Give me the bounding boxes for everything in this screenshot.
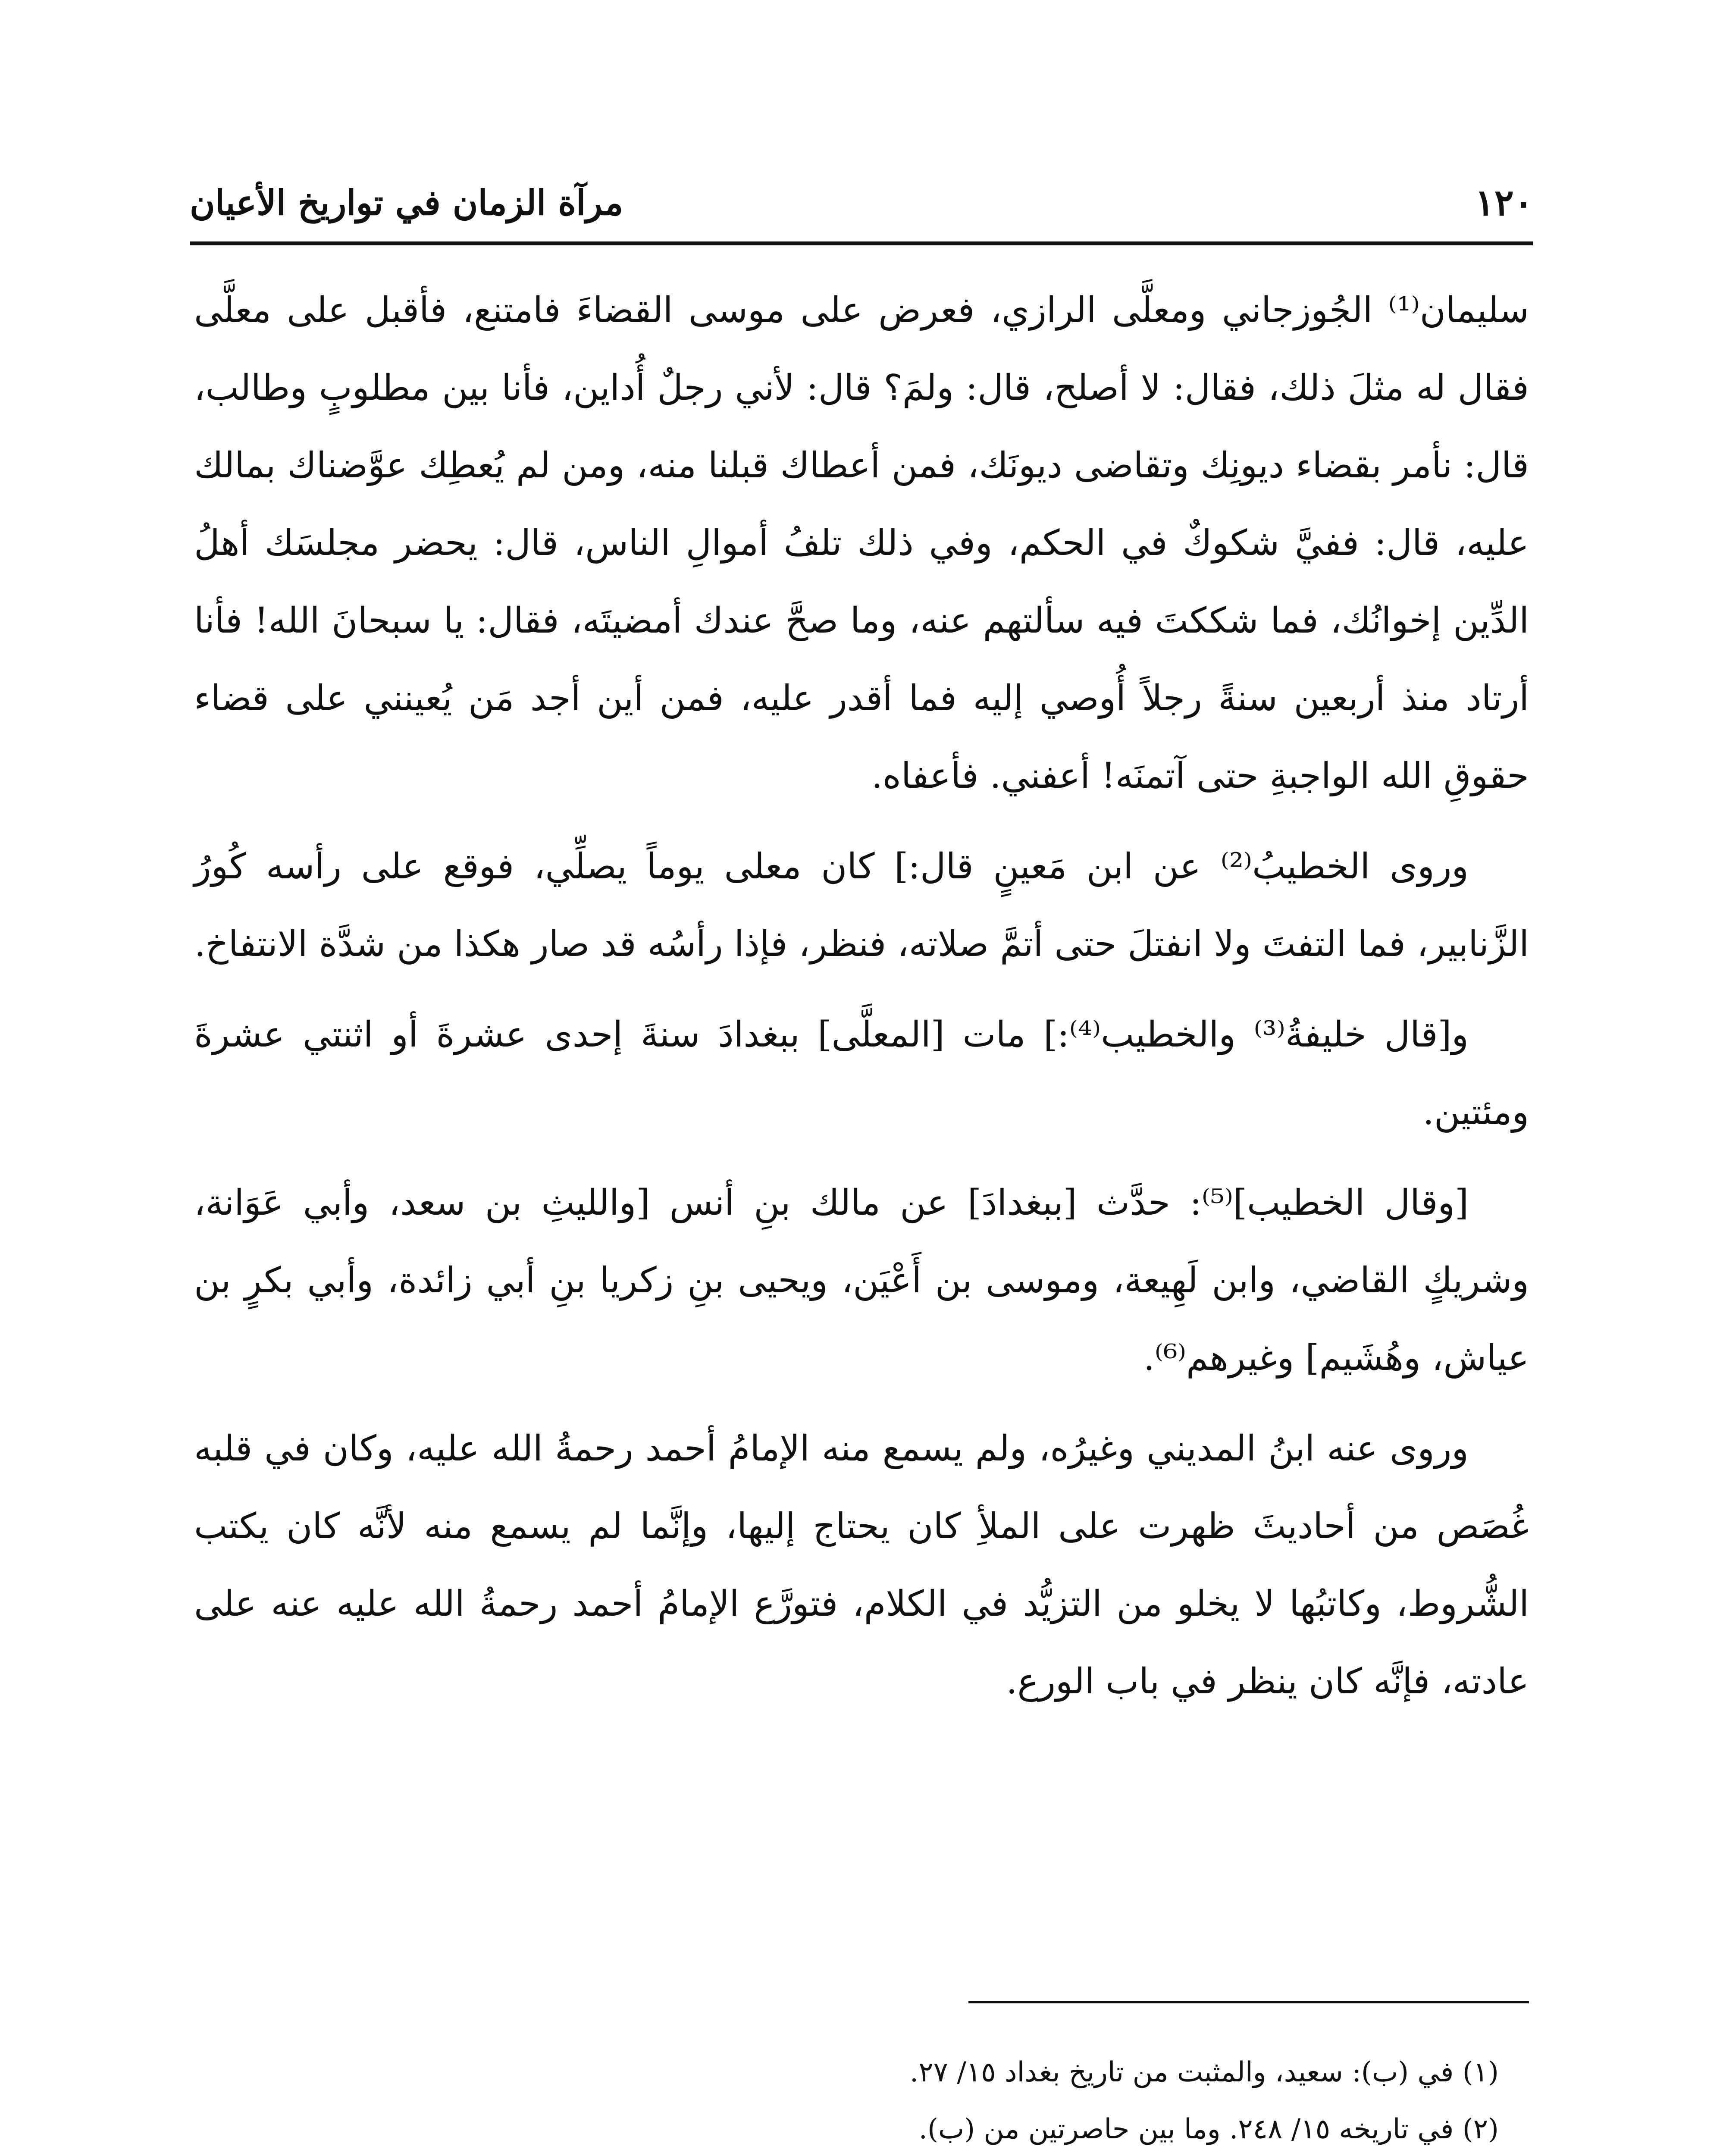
book-title: مرآة الزمان في تواريخ الأعيان <box>190 182 623 223</box>
page-number: ١٢٠ <box>1475 181 1533 224</box>
paragraph: سليمان⁽¹⁾ الجُوزجاني ومعلَّى الرازي، فعرض على موسى القضاءَ فامتنع، فأقبل على معلَّى فقال له مثلَ ذلك، فقال: لا أصلح، قال: ولمَ؟ قال: لأني رجلٌ أُداين، فأنا بين مطلوبٍ وطالب، قال: نأمر بقضاء ديونِك وتقاضى ديونَك، فمن أعطاك قبلنا منه، ومن لم يُعطِك عوَّضناك بمالك عليه، قال: ففيَّ شكوكٌ في الحكم، وفي ذلك تلفُ أموالِ الناس، قال: يحضر مجلسَك أهلُ الدِّين إخوانُك، فما شككتَ فيه سألتهم عنه، وما صحَّ عندك أمضيتَه، فقال: يا سبحانَ الله! فأنا أرتاد منذ أربعين سنةً رجلاً أُوصي إليه فما أقدر عليه، فمن أين أجد مَن يُعينني على قضاء حقوقِ الله الواجبةِ حتى آتمنَه! أعفني. فأعفاه. <box>194 290 1529 796</box>
paragraph: و[قال خليفةُ⁽³⁾ والخطيب⁽⁴⁾:] مات [المعلَّى] ببغدادَ سنةَ إحدى عشرةَ أو اثنتي عشرةَ ومئتين. <box>194 1014 1529 1133</box>
main-text <box>194 272 1529 1733</box>
header-rule <box>190 241 1533 245</box>
running-header <box>190 170 1533 235</box>
footnote: (١) في (ب): سعيد، والمثبت من تاريخ بغداد ١٥/ ٢٧. <box>909 2056 1499 2088</box>
paragraph: [وقال الخطيب]⁽⁵⁾: حدَّث [ببغدادَ] عن مالك بنِ أنس [والليثِ بن سعد، وأبي عَوَانة، وشريكٍ القاضي، وابن لَهِيعة، وموسى بن أَعْيَن، ويحيى بنِ زكريا بنِ أبي زائدة، وأبي بكرٍ بن عياش، وهُشَيم] وغيرهم⁽⁶⁾. <box>194 1182 1529 1379</box>
paragraph: وروى الخطيبُ⁽²⁾ عن ابن مَعينٍ قال:] كان معلى يوماً يصلِّي، فوقع على رأسه كُورُ الزَّنابير، فما التفتَ ولا انفتلَ حتى أتمَّ صلاته، فنظر، فإذا رأسُه قد صار هكذا من شدَّة الانتفاخ. <box>194 846 1529 965</box>
footnotes <box>194 2044 1499 2156</box>
footnote: (٢) في تاريخه ١٥/ ٢٤٨. وما بين حاصرتين من (ب). <box>918 2113 1499 2145</box>
paragraph: وروى عنه ابنُ المديني وغيرُه، ولم يسمع منه الإمامُ أحمد رحمةُ الله عليه، وكان في قلبه غُصَص من أحاديثَ ظهرت على الملأِ كان يحتاج إليها، وإنَّما لم يسمع منه لأنَّه كان يكتب الشُّروط، وكاتبُها لا يخلو من التزيُّد في الكلام، فتورَّع الإمامُ أحمد رحمةُ الله عليه عنه على عادته، فإنَّه كان ينظر في باب الورع. <box>194 1428 1529 1702</box>
footnote-rule <box>968 2001 1529 2003</box>
